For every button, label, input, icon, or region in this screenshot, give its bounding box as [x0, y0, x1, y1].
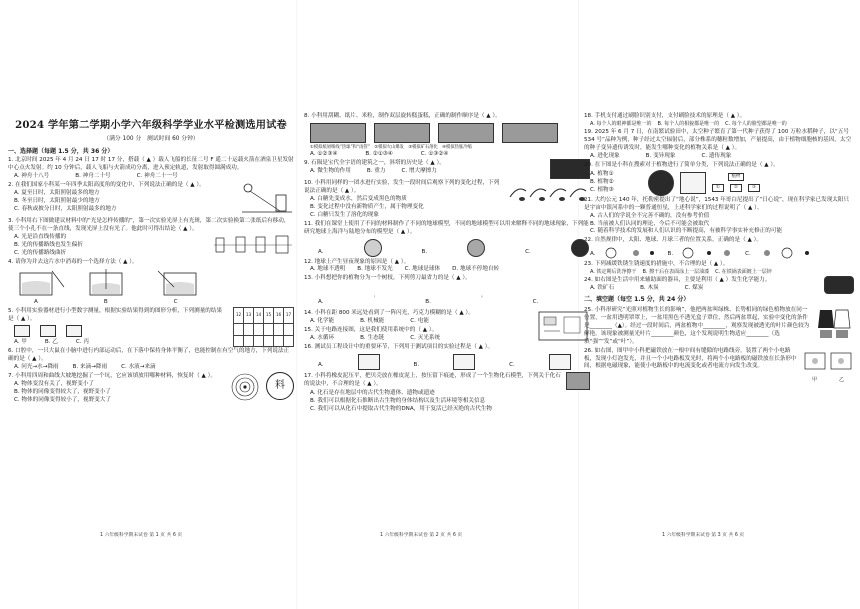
- circuit-figure: [802, 347, 854, 375]
- table-cell: 15: [264, 307, 274, 323]
- option: B. 冬至日时，太阳照射最少的地方: [14, 197, 100, 204]
- question-21: 21. 大约公元 140 年，托勒密提出了“地心说”，1543 年哥白尼提出了“日心说”，现在科学家已发现太阳只是宇宙中银河系中的一颗普通恒星，上述科学家们的过程说明了（ ▲ ）。: [584, 196, 850, 211]
- option: A. 每个人的眼神都是唯一的: [590, 120, 652, 127]
- question-1: 1. 北京时间 2025 年 4 月 24 日 17 时 17 分，搭载（ ▲ ）载人飞船的长征二号 F 遥二十运载火箭在酒泉卫星发射中心点火发射。约 10 分钟后，载人飞船与火箭成功分离，进入预定轨道，发射取得圆满成功。: [8, 157, 294, 172]
- plant-photo: [680, 172, 706, 194]
- question-15: 15. 关于电路连接图，这是我们使用系统中的（ ▲ ）。: [304, 327, 438, 334]
- option: C. 白糖只发生了溶化的现象: [310, 211, 379, 218]
- experiment-photo-4: [502, 123, 558, 143]
- page-footer: 1 六年级科学期末试卷 第 1 页 共 6 页: [100, 533, 183, 538]
- question-19: 19. 2025 年 6 月 7 日，在南繁试验田中，太空种子繁育了第一代种子获得了 100 万粒水稻种子，以“五号 534 号”品种为例，种子经过太空辐射后，部分株系的穗粒数增加，产量提高，由于植物细胞核的基因，太空的种子变异遗传诱发时，能发生哪种变化的植物关系是（ ▲ ）。: [584, 129, 852, 151]
- figure-caption: ①模拟纸屑细线“热球”和“雨管” ②模拟火山爆发 ③模拟矿石溶化 ④模拟热胀冷缩: [310, 144, 472, 150]
- question-7: 7. 小科用四周和曲线大坡地挖掘了一个坑，它应该填放用哪种材料，恢复时（ ▲ ）。: [8, 373, 216, 380]
- question-1-options: [8, 173, 294, 181]
- option: B. 神舟二十号: [75, 173, 111, 180]
- option: C. 每个人的脸型都是唯一的: [725, 120, 787, 127]
- option: C. 我们可以从化石中提取古代生物的DNA，用于复活已经灭绝的古代生物: [310, 406, 492, 413]
- beaker-figure-a: [14, 269, 70, 297]
- page-footer: 1 六年级科学期末试卷 第 2 页 共 6 页: [380, 533, 463, 538]
- option: C. 在铁锅表面镀上一层锌: [715, 269, 772, 276]
- option: A. 化学能: [310, 318, 335, 325]
- question-11: 11. 我们在课堂上使用了不同的材料制作了不同的地球模型，不同的地球模型可以用来解释不同的地球现象，下列能研究地球上海洋与陆地分布的模型是（ ▲ ）。: [304, 220, 589, 235]
- option: C. 神舟二十一号: [136, 173, 178, 180]
- beaker-figure-b: [84, 269, 140, 297]
- option: A. 地球不透明: [310, 266, 346, 273]
- option: A. 光是沿直线传播的: [14, 233, 67, 240]
- figure-label: C.: [532, 299, 539, 306]
- option: B. 生态链: [360, 335, 385, 342]
- concentric-circles-figure: [228, 372, 262, 402]
- leaf-photo: [648, 170, 674, 196]
- question-3: 3. 小科用右下图做建议材料中的“光是怎样传播的”，第一次实验光屏上有光斑，第二次实验换第二张纸后有移动，使三个小孔不在一条直线，发现光屏上没有光了。他此时可得出结论（ ▲ ）。: [8, 218, 290, 232]
- question-25: 25. 小科形研究“光照对植物生长的影响”，他把两盆叫绿株、长势相同的绿色植物放在同一位置，一盆用透明罩罩上，一盆用黑色不透光盒子罩住，然后两盆罩起，实验中变化的条件是________（▲）。经过一段时间后，两盆植物中________，观察发现被透光的叶片颜色较为鲜艳。该现象被测量光叶片________颜色，这个发现说明生物适应________（选填“强”“发”或“叶”）。: [584, 306, 810, 345]
- option: C. 物体的同像变得较小了，视野变大了: [14, 397, 111, 404]
- exam-page-1: [8, 108, 294, 520]
- option: B. 物体的同像变得较大了，视野变小了: [14, 389, 111, 396]
- option: B. 植物②: [590, 178, 614, 185]
- question-4-figures: [8, 269, 294, 297]
- option: A. 问光→水→降雨: [14, 364, 59, 371]
- option: A. 植物①: [590, 170, 614, 177]
- globe-model-a: [364, 239, 382, 257]
- sun-angle-figure: [240, 181, 294, 217]
- spoon-heating-figure: [508, 179, 590, 203]
- question-10: 10. 小科用同样的一团水进行实验，发生一段时间后观察下列的变化过程，下列说法正确的是（ ▲ ）。: [304, 179, 500, 194]
- question-20: 20. 在下图是小科在搜索对于植物进行了简单分类，下列说法正确的是（ ▲ ）。: [584, 161, 779, 168]
- experiment-photo-3: [438, 123, 494, 143]
- classification-tree: [712, 173, 760, 193]
- option: C. 遗传现象: [701, 152, 732, 159]
- option: B. ②①③④: [365, 151, 393, 158]
- test-illustration-c: [549, 354, 571, 370]
- option: B. 我们可以根据化石推断出古生物的身体结构以及生活环境等相关信息: [310, 398, 486, 405]
- option: B. 木炭: [640, 285, 659, 292]
- question-12: 12. 地球上产生昼夜现象的原因是（ ▲ ）。: [304, 258, 410, 265]
- question-23: 23. 下列减缓铁锈生锈速度的措施中，不合理的是（ ▲ ）。: [584, 261, 729, 268]
- globe-model-b: [467, 239, 485, 257]
- graph-figure-a: [14, 325, 30, 337]
- option: C. ①③②④: [420, 151, 449, 158]
- experiment-photo-2: [374, 123, 430, 143]
- option: C. 随着科学技术的发展和人们认识的不断提高，有被科学事实补充修正的可能: [590, 228, 783, 235]
- figure-label: 甲: [811, 376, 817, 383]
- scissors-icon: [374, 285, 376, 307]
- exam-title: 2024 学年第二学期小学六年级科学学业水平检测选用试卷: [15, 119, 287, 131]
- scissors-icon: [481, 285, 483, 307]
- figure-label: A.: [318, 299, 324, 306]
- pinhole-figure: [214, 234, 294, 256]
- sun-earth-moon-figure-a: [604, 247, 660, 259]
- option: C. 地球是球体: [404, 266, 441, 273]
- tree-node: ①: [712, 184, 724, 192]
- option: B. 来滴→降雨: [72, 364, 108, 371]
- figure-label: 乙: [839, 376, 845, 383]
- question-4: 4. 请你为并去这片水中消毒的一个选择方法（ ▲ ）。: [8, 258, 138, 265]
- exam-page-2: [304, 112, 590, 524]
- option: C. 电能: [410, 318, 429, 325]
- figure-label: B.: [667, 251, 674, 258]
- magnifier-character-figure: 料: [266, 372, 294, 400]
- option: B. 当前被人们认同的理论，今后不可能会被取代: [590, 220, 710, 227]
- sun-earth-moon-figure-c: [759, 247, 815, 259]
- question-5: 5. 小科用实验器材进行小型数字测量，根据实验结果得到的图形分析，下列测量的结果是（ ▲ ）。: [8, 307, 223, 322]
- option: A. 古人们的学说全不完善不确的，没有参考价值: [590, 212, 710, 219]
- sun-earth-moon-figure-b: [681, 247, 737, 259]
- option: B. 机械能: [360, 318, 385, 325]
- figure-label: B.: [413, 362, 420, 369]
- option: A. 微生物的作用: [310, 167, 351, 174]
- exam-subtitle: （满分 100 分 测试时间 60 分钟）: [103, 136, 199, 143]
- option: B. 地球不发光: [357, 266, 393, 273]
- beaker-figure-c: [154, 269, 210, 297]
- figure-label: C.: [745, 251, 751, 258]
- option: A. 神舟十八号: [14, 173, 50, 180]
- tree-node: ②: [730, 184, 742, 192]
- test-illustration-a: [358, 354, 380, 370]
- question-18: 18. 手机支付通过刷脸识别支付，支付刷脸技术的原理是（ ▲ ）。: [584, 113, 746, 119]
- option: B. 变化过程中没有新物质产生，属于物理变化: [310, 203, 424, 210]
- table-cell: 17: [284, 307, 294, 323]
- option: A. 甲: [14, 339, 27, 346]
- question-16: 16. 测试员工程设计中的重要环节，下列用于测试项目的实验过程是（ ▲ ）。: [304, 344, 494, 351]
- figure-label: C.: [509, 362, 515, 369]
- graph-figure-b: [40, 325, 56, 337]
- figure-label: C: [173, 298, 178, 305]
- option: A. 水循环: [310, 335, 335, 342]
- figure-label: A.: [318, 362, 324, 369]
- option: B. 每个人的相貌都是唯一的: [657, 120, 720, 127]
- table-cell: 16: [274, 307, 284, 323]
- figure-label: B: [103, 298, 108, 305]
- table-cell: 13: [244, 307, 254, 323]
- question-22: 22. 自然规律中，太阳、地球、月球三者的位置关系，正确的是（ ▲ ）。: [584, 237, 762, 244]
- stove-photo: [824, 276, 854, 294]
- option: B. 光的传播路线也发生偏折: [14, 241, 83, 248]
- option: C. 丙: [75, 339, 89, 346]
- option: C. 水液→来滴: [121, 364, 156, 371]
- figure-label: B.: [421, 248, 428, 255]
- question-8: 8. 小科用刮糊、纸片、米粒，制作双层旋转糕蛋糕，正确的制作顺序是（ ▲ ）。: [304, 113, 501, 119]
- question-9: 9. 石陨是宝代全字语的建筑之一，斜塔的历史是（ ▲ ）。: [304, 159, 445, 166]
- question-17: 17. 小科将橡皮泥压平，把贝壳放在橡皮泥上，按压留下痕迹，形成了一个生物化石模型，下列关于化石的说法中，不合理的是（ ▲ ）。: [304, 373, 561, 388]
- section-heading: 一、选择题（每题 1.5 分，共 36 分）: [8, 147, 114, 155]
- exam-page-3: [584, 112, 854, 524]
- figure-label: A.: [318, 248, 324, 255]
- option: A. 进化现象: [590, 152, 620, 159]
- option: A. 白糖先变成水，然后变成黑色的物质: [310, 195, 407, 202]
- option: C. 植物③: [590, 186, 614, 193]
- option: D. 地球不停地自转: [452, 266, 500, 273]
- option: B. 重力: [366, 167, 386, 174]
- tree-root: 植物: [728, 173, 745, 181]
- figure-label: B.: [425, 299, 431, 306]
- data-table: [233, 307, 294, 348]
- option: C. 增大摩擦力: [401, 167, 437, 174]
- page-footer: 1 六年级科学期末试卷 第 3 页 共 6 页: [662, 533, 745, 538]
- option: C. 春秋或披分日时，太阳照射最多的地方: [14, 205, 117, 212]
- figure-label: C.: [525, 248, 531, 255]
- circuit-diagram: [536, 309, 590, 343]
- plant-experiment-figure: [814, 306, 854, 346]
- question-26: 26. 如右图，图甲中小科把磁铁放在一根中间有缝隙的电路线旁，装置了两个小电路板，发现小灯泡发光，并且一个小电路板发光时，将两个小电路板的磁铁放在长条形中间，根据电磁现象，能使小电路板中的电流变化或者电流方向发生改变。: [584, 347, 797, 370]
- test-illustration-b: [453, 354, 475, 370]
- option: C. 煤炭: [684, 285, 704, 292]
- question-14: 14. 小科在距 800 米远处看到了一阵闪光，巧克力模糊的是（ ▲ ）。: [304, 310, 474, 317]
- option: A. 铁定期后洗净擦干: [590, 269, 637, 276]
- option: B. 乙: [44, 339, 58, 346]
- figure-label: A.: [590, 251, 596, 258]
- option: B. 变异现象: [645, 152, 676, 159]
- question-6: 6. 口腔中，一只大鼠在小脑中进行内部运动后，在下落中保持身体平衡了，也能控制在有空气的地方，下列说法正确的是（ ▲ ）。: [8, 348, 290, 363]
- table-cell: 14: [254, 307, 264, 323]
- option: A. ①②③④: [310, 151, 338, 158]
- tree-node: ③: [748, 184, 760, 192]
- option: A. 化石是存在地层中的古代生物遗体、遗物或遗迹: [310, 390, 435, 397]
- experiment-photo-1: [310, 123, 366, 143]
- option: B. 擦干后在表面涂上一层油漆: [642, 269, 710, 276]
- section-heading: 二、填空题（每空 1.5 分，共 24 分）: [584, 296, 690, 304]
- option: A. 铁矿石: [590, 285, 615, 292]
- option: C. 光的传播路线曲折: [14, 249, 67, 256]
- question-2: 2. 在我们国家小科某一年四季太阳高度角的变化中，下列说法正确的是（ ▲ ）。: [8, 182, 205, 189]
- question-13: 13. 小科想把你的植物分为一个树枝，下列剪刀最省力的是（ ▲ ）。: [304, 275, 471, 282]
- option: C. 灭光系统: [410, 335, 441, 342]
- question-24: 24. 如右图是生活中用来辅助面的器具，主要是利用（ ▲ ）发生化学能力。: [584, 277, 771, 284]
- figure-label: A: [34, 298, 38, 305]
- option: A. 物体变没有关了，视野变小了: [14, 381, 95, 388]
- table-cell: 12: [234, 307, 244, 323]
- graph-figure-c: [66, 325, 82, 337]
- option: A. 夏至日时，太阳照射最多的地方: [14, 189, 100, 196]
